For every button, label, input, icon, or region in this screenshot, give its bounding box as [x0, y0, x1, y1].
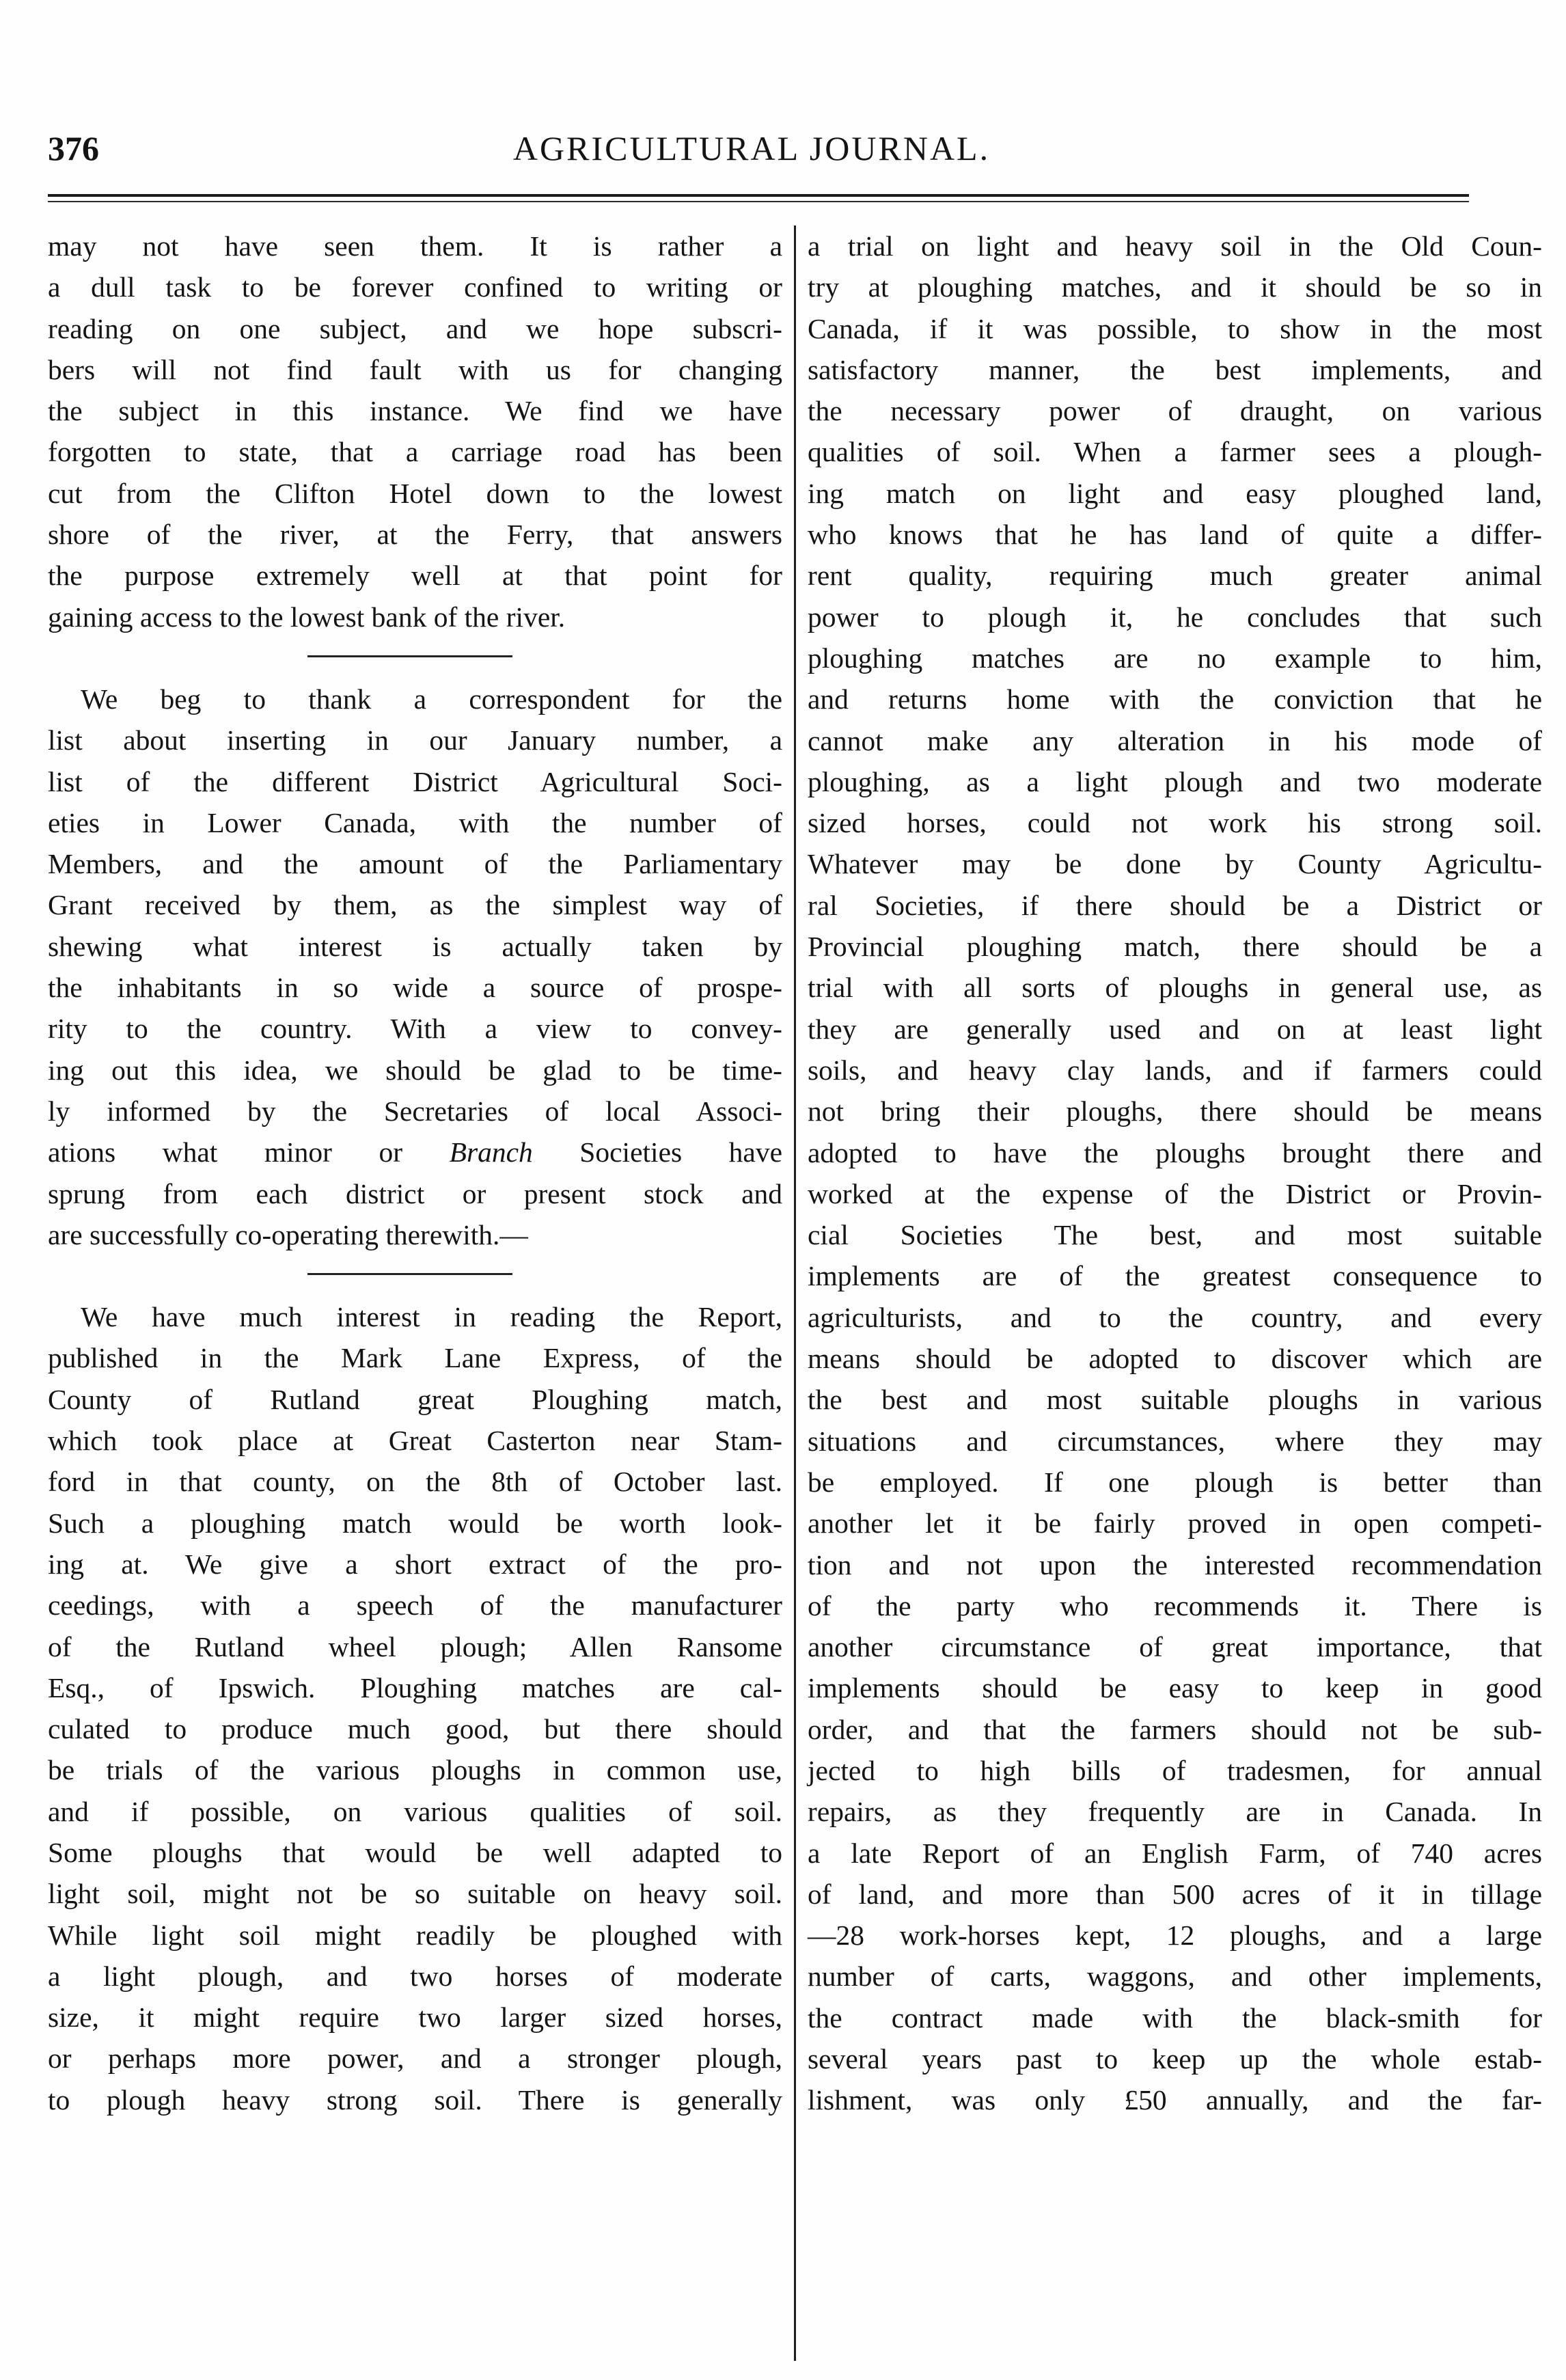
left-paragraph-3	[48, 1296, 782, 2120]
text-line: trial with all sorts of ploughs in general use, as	[808, 972, 1542, 1004]
text-line: be employed. If one plough is better than	[808, 1466, 1542, 1498]
text-line: cial Societies The best, and most suitable	[808, 1219, 1542, 1251]
text-line: implements should be easy to keep in good	[808, 1672, 1542, 1704]
text-line: means should be adopted to discover which are	[808, 1343, 1542, 1375]
text-line: rent quality, requiring much greater animal	[808, 560, 1542, 592]
italic-word: Branch	[449, 1136, 533, 1168]
text-line: ceedings, with a speech of the manufacturer	[48, 1589, 782, 1622]
text-line: forgotten to state, that a carriage road has been	[48, 436, 782, 468]
text-line: are successfully co-operating therewith.—	[48, 1218, 528, 1250]
text-line: ations what minor or Branch Societies have	[48, 1136, 783, 1168]
text-line: number of carts, waggons, and other implements,	[808, 1960, 1542, 1993]
text-line: We beg to thank a correspondent for the	[81, 683, 782, 715]
text-line: worked at the expense of the District or Provin-	[808, 1177, 1542, 1209]
text-line: adopted to have the ploughs brought there and	[808, 1136, 1542, 1168]
text-line: another let it be fairly proved in open competi-	[808, 1507, 1542, 1540]
text-line: ploughing, as a light plough and two moderate	[808, 765, 1542, 797]
text-line: tion and not upon the interested recommendation	[808, 1548, 1542, 1581]
text-line: Provincial ploughing match, there should be a	[808, 931, 1542, 963]
text-line: order, and that the farmers should not be sub-	[808, 1713, 1542, 1745]
text-line: of land, and more than 500 acres of it in tillage	[808, 1878, 1542, 1910]
header-rule-secondary	[48, 201, 1469, 202]
text-line: We have much interest in reading the Report,	[81, 1301, 782, 1333]
column-separator	[794, 225, 796, 2361]
text-line: the purpose extremely well at that point for	[48, 560, 782, 592]
text-line: Canada, if it was possible, to show in the most	[808, 312, 1542, 344]
text-line: and if possible, on various qualities of soil.	[48, 1795, 782, 1827]
text-line: ing out this idea, we should be glad to be time-	[48, 1054, 782, 1086]
text-line: several years past to keep up the whole estab-	[808, 2043, 1542, 2075]
text-line: reading on one subject, and we hope subscri-	[48, 312, 782, 344]
text-line: the contract made with the black-smith for	[808, 2001, 1542, 2034]
text-line: Such a ploughing match would be worth look-	[48, 1507, 782, 1539]
text-line: repairs, as they frequently are in Canada. In	[808, 1796, 1542, 1828]
text-line: Grant received by them, as the simplest way of	[48, 889, 782, 921]
text-line: situations and circumstances, where they may	[808, 1425, 1542, 1457]
text-line: ing at. We give a short extract of the pro-	[48, 1548, 782, 1580]
text-line: list of the different District Agricultural Soci-	[48, 765, 782, 797]
text-line: be trials of the various ploughs in common use,	[48, 1754, 782, 1786]
text-line: light soil, might not be so suitable on heavy soil.	[48, 1878, 782, 1910]
text-line: which took place at Great Casterton near Stam-	[48, 1425, 782, 1457]
left-paragraph-1	[48, 225, 782, 638]
text-line: and returns home with the conviction that he	[808, 683, 1542, 715]
text-line: bers will not find fault with us for changing	[48, 353, 782, 385]
text-line: ford in that county, on the 8th of October last.	[48, 1466, 782, 1498]
text-line: ploughing matches are no example to him,	[808, 642, 1542, 674]
text-line: may not have seen them. It is rather a	[48, 230, 782, 262]
text-line: list about inserting in our January number, a	[48, 724, 782, 756]
text-line: a light plough, and two horses of moderate	[48, 1960, 782, 1992]
right-paragraph-1	[808, 225, 1542, 2121]
text-line: Some ploughs that would be well adapted to	[48, 1836, 782, 1868]
text-line: of the party who recommends it. There is	[808, 1589, 1542, 1622]
text-line: shewing what interest is actually taken by	[48, 930, 782, 962]
section-divider	[48, 1255, 782, 1296]
text-line: try at ploughing matches, and it should be so in	[808, 271, 1542, 303]
text-line: ing match on light and easy ploughed land,	[808, 477, 1542, 509]
text-line: to plough heavy strong soil. There is generally	[48, 2083, 782, 2116]
text-line: the subject in this instance. We find we have	[48, 395, 782, 427]
header-rule	[48, 194, 1469, 197]
left-paragraph-2	[48, 679, 782, 1255]
text-line: shore of the river, at the Ferry, that answers	[48, 519, 782, 551]
text-line: sprung from each district or present stock and	[48, 1177, 782, 1209]
text-line: County of Rutland great Ploughing match,	[48, 1383, 782, 1415]
left-column	[48, 225, 782, 2120]
text-line: —28 work-horses kept, 12 ploughs, and a large	[808, 1919, 1542, 1952]
text-line: rity to the country. With a view to convey-	[48, 1013, 782, 1045]
text-line: a late Report of an English Farm, of 740 acres	[808, 1837, 1542, 1869]
text-line: the best and most suitable ploughs in various	[808, 1384, 1542, 1416]
text-line: another circumstance of great importance, that	[808, 1631, 1542, 1663]
text-line: size, it might require two larger sized horses,	[48, 2001, 782, 2034]
text-line: of the Rutland wheel plough; Allen Ransome	[48, 1630, 782, 1663]
text-line: culated to produce much good, but there should	[48, 1713, 782, 1745]
text-line: or perhaps more power, and a stronger plough,	[48, 2042, 782, 2075]
right-column	[808, 225, 1542, 2121]
text-line: not bring their ploughs, there should be means	[808, 1095, 1542, 1127]
text-line: they are generally used and on at least light	[808, 1013, 1542, 1045]
text-line: gaining access to the lowest bank of the river.	[48, 601, 566, 633]
page-number: 376	[48, 129, 99, 167]
text-line: agriculturists, and to the country, and every	[808, 1301, 1542, 1333]
text-line: lishment, was only £50 annually, and the far-	[808, 2084, 1542, 2116]
text-line: cannot make any alteration in his mode of	[808, 724, 1542, 756]
running-head: AGRICULTURAL JOURNAL.	[512, 129, 991, 167]
text-line: who knows that he has land of quite a differ-	[808, 519, 1542, 551]
text-line: power to plough it, he concludes that such	[808, 601, 1542, 633]
text-line: implements are of the greatest consequence to	[808, 1260, 1542, 1292]
text-line: published in the Mark Lane Express, of the	[48, 1342, 782, 1374]
text-line: satisfactory manner, the best implements, and	[808, 353, 1542, 385]
text-line: jected to high bills of tradesmen, for annual	[808, 1754, 1542, 1786]
text-line: eties in Lower Canada, with the number of	[48, 806, 782, 838]
text-line: ly informed by the Secretaries of local Associ-	[48, 1095, 782, 1127]
text-line: the inhabitants in so wide a source of prospe-	[48, 972, 782, 1004]
page-header	[41, 128, 1462, 183]
text-line: While light soil might readily be ploughed with	[48, 1919, 782, 1951]
text-line: a trial on light and heavy soil in the Old Coun-	[808, 230, 1542, 262]
text-line: Members, and the amount of the Parliamentary	[48, 848, 782, 880]
section-divider	[48, 638, 782, 679]
text-line: soils, and heavy clay lands, and if farmers could	[808, 1054, 1542, 1086]
text-line: qualities of soil. When a farmer sees a plough-	[808, 436, 1542, 468]
text-line: sized horses, could not work his strong soil.	[808, 807, 1542, 839]
text-line: cut from the Clifton Hotel down to the lowest	[48, 477, 782, 509]
text-line: Esq., of Ipswich. Ploughing matches are cal-	[48, 1671, 782, 1704]
text-line: Whatever may be done by County Agricultu-	[808, 848, 1542, 880]
text-line: ral Societies, if there should be a District or	[808, 889, 1542, 921]
text-line: a dull task to be forever confined to writing or	[48, 271, 782, 303]
text-line: the necessary power of draught, on various	[808, 395, 1542, 427]
